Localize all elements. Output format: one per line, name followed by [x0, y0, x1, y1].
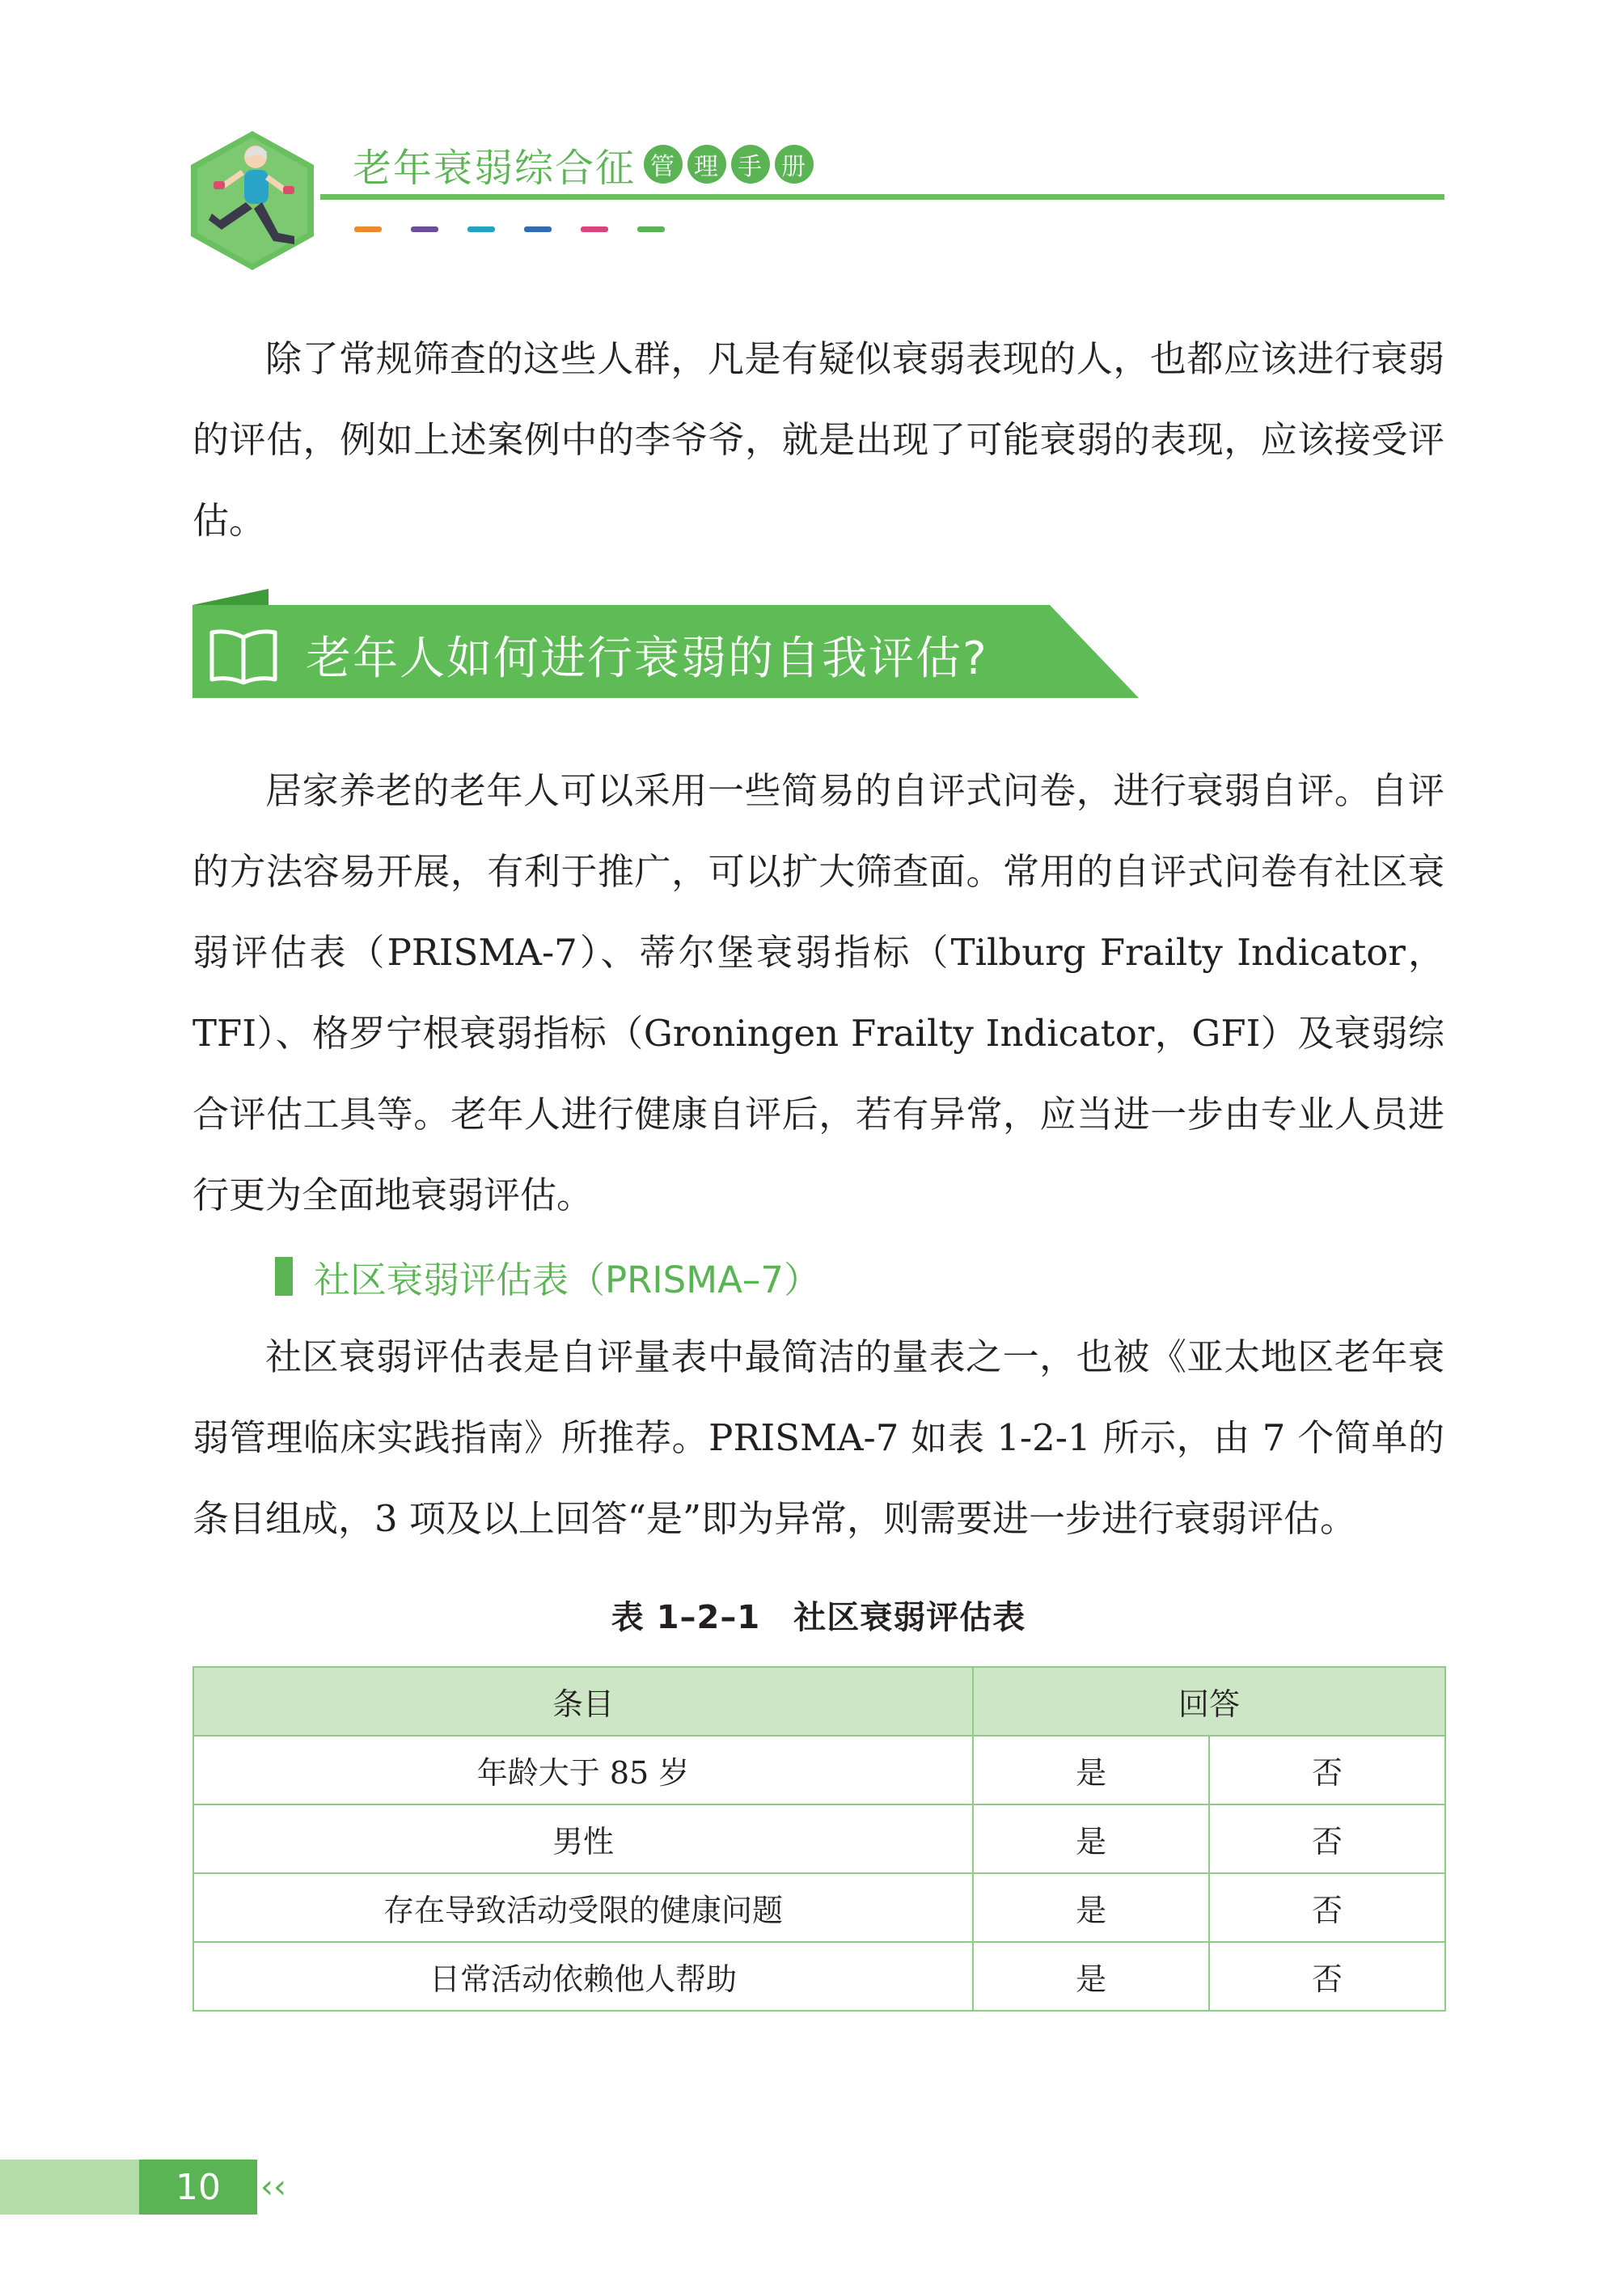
- cell-item: 存在导致活动受限的健康问题: [193, 1873, 973, 1942]
- color-dash: [524, 226, 552, 232]
- table-caption: 表 1–2–1 社区衰弱评估表: [611, 1599, 1026, 1636]
- header-item: 条目: [193, 1667, 973, 1736]
- title-circle: 管: [644, 145, 683, 184]
- title-circles: [644, 145, 814, 184]
- subsection-title: 社区衰弱评估表（PRISMA–7）: [314, 1258, 820, 1301]
- book-title: [353, 136, 814, 192]
- title-circle: 册: [775, 145, 814, 184]
- cell-item: 男性: [193, 1804, 973, 1873]
- color-dash: [637, 226, 665, 232]
- color-dash: [581, 226, 608, 232]
- double-chevron-left-icon: ‹‹: [260, 2168, 286, 2206]
- cell-yes: 是: [973, 1736, 1209, 1804]
- table-row: [193, 1873, 1445, 1942]
- title-circle: 理: [687, 145, 726, 184]
- header-rule: [320, 194, 1444, 200]
- table-header-row: [193, 1667, 1445, 1736]
- runner-logo: [188, 129, 317, 272]
- table-row: [193, 1804, 1445, 1873]
- cell-item: 年龄大于 85 岁: [193, 1736, 973, 1804]
- book-title-text: 老年衰弱综合征: [353, 145, 636, 191]
- color-dash: [467, 226, 495, 232]
- prisma-table: [192, 1666, 1446, 2012]
- section-title: 老年人如何进行衰弱的自我评估?: [306, 632, 988, 685]
- color-dash: [411, 226, 438, 232]
- cell-no: 否: [1209, 1804, 1445, 1873]
- cell-yes: 是: [973, 1804, 1209, 1873]
- section-paragraph: 居家养老的老年人可以采用一些简易的自评式问卷，进行衰弱自评。自评的方法容易开展，有利于推广，可以扩大筛查面。常用的自评式问卷有社区衰弱评估表（PRISMA-7）、蒂尔堡衰弱指标（Tilburg Frailty Indicator，TFI）、格罗宁根衰弱指标（Groningen Frailty Indicator，GFI）及衰弱综合评估工具等。老年人进行健康自评后，若有异常，应当进一步由专业人员进行更为全面地衰弱评估。: [192, 769, 1444, 1216]
- open-book-icon: [209, 626, 278, 686]
- cell-no: 否: [1209, 1873, 1445, 1942]
- footer-bar: [0, 2160, 139, 2215]
- running-elder-icon: [188, 129, 317, 272]
- cell-yes: 是: [973, 1873, 1209, 1942]
- color-dashes: [354, 226, 665, 232]
- page-number: 10: [139, 2160, 257, 2215]
- cell-item: 日常活动依赖他人帮助: [193, 1942, 973, 2011]
- intro-paragraph: 除了常规筛查的这些人群，凡是有疑似衰弱表现的人，也都应该进行衰弱的评估，例如上述案例中的李爷爷，就是出现了可能衰弱的表现，应该接受评估。: [192, 337, 1444, 542]
- title-circle: 手: [731, 145, 770, 184]
- subsection-heading: [275, 1252, 820, 1301]
- cell-yes: 是: [973, 1942, 1209, 2011]
- section-banner: [192, 589, 1139, 698]
- color-dash: [354, 226, 382, 232]
- cell-no: 否: [1209, 1736, 1445, 1804]
- subsection-paragraph: 社区衰弱评估表是自评量表中最简洁的量表之一，也被《亚太地区老年衰弱管理临床实践指南》所推荐。PRISMA-7 如表 1-2-1 所示，由 7 个简单的条目组成，3 项及以上回答“是”即为异常，则需要进一步进行衰弱评估。: [192, 1335, 1444, 1540]
- table-row: [193, 1736, 1445, 1804]
- table-row: [193, 1942, 1445, 2011]
- cell-no: 否: [1209, 1942, 1445, 2011]
- header-answer: 回答: [973, 1667, 1445, 1736]
